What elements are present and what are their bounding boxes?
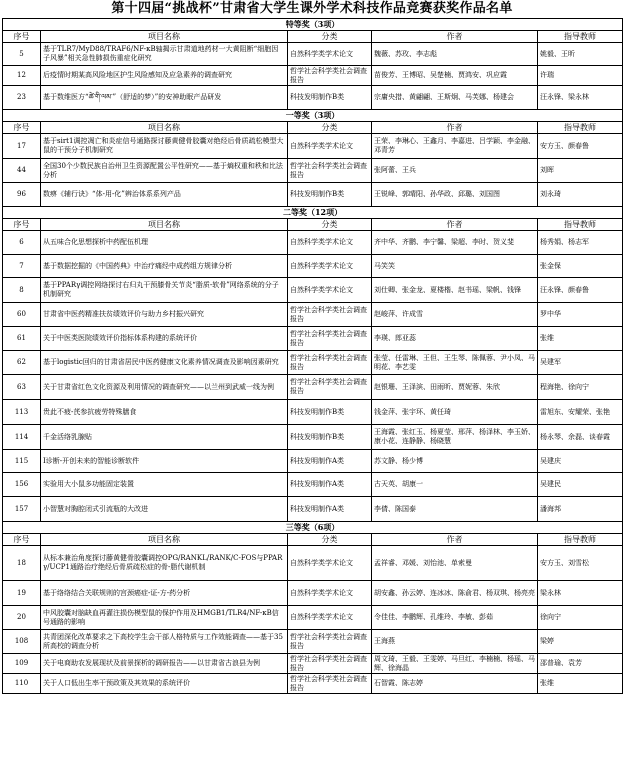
column-header-category: 分类 [288, 122, 372, 134]
table-row [3, 66, 623, 86]
cell-project: 全国30个少数民族自治州卫生资源配置公平性研究——基于熵权重和秩和比法分析 [41, 159, 288, 183]
cell-authors: 赵银珊、王泽滨、田雨昕、贾妮蓉、朱欣 [372, 375, 538, 400]
cell-project: 基于TLR7/MyD88/TRAF6/NF-κB轴揭示甘肃道地药材一大黄阻断“细胞因子风暴”相关急性肺损伤重症化研究 [41, 43, 288, 66]
table-row [3, 231, 623, 255]
cell-authors: 宗庸央措、黄翩翩、王斯炯、马芙娜、杨建会 [372, 86, 538, 110]
cell-category: 哲学社会科学类社会调查报告 [288, 303, 372, 327]
cell-advisor: 雷旭东、安耀荣、张艳 [538, 400, 623, 425]
cell-advisor: 吴建庆 [538, 450, 623, 473]
cell-advisor: 刘永琦 [538, 183, 623, 207]
cell-category: 自然科学类学术论文 [288, 134, 372, 159]
cell-project: 关于甘肃省红色文化资源及利用情况的调查研究——以兰州到武威一线为例 [41, 375, 288, 400]
cell-project: 甘肃省中医药精准扶贫绩效评价与助力乡村振兴研究 [41, 303, 288, 327]
cell-category: 哲学社会科学类社会调查报告 [288, 654, 372, 674]
award-table-body [3, 19, 623, 694]
cell-authors: 马笑笑 [372, 255, 538, 278]
cell-authors: 令佳佳、李鹏辉、孔维玲、李敏、彭茹 [372, 606, 538, 630]
cell-num: 6 [3, 231, 41, 255]
cell-num: 12 [3, 66, 41, 86]
cell-advisor: 杨秀娟、杨志军 [538, 231, 623, 255]
cell-advisor: 潘海邦 [538, 497, 623, 522]
cell-authors: 李倩、陈国泰 [372, 497, 538, 522]
cell-authors: 古天英、胡康一 [372, 473, 538, 497]
section-heading: 三等奖（6项） [3, 522, 623, 534]
cell-category: 自然科学类学术论文 [288, 606, 372, 630]
cell-num: 60 [3, 303, 41, 327]
cell-category: 哲学社会科学类社会调查报告 [288, 66, 372, 86]
cell-num: 19 [3, 581, 41, 606]
section-heading-row [3, 522, 623, 534]
cell-advisor: 吴建民 [538, 473, 623, 497]
cell-advisor: 张维 [538, 674, 623, 694]
cell-authors: 苏文静、杨少博 [372, 450, 538, 473]
column-header-category: 分类 [288, 534, 372, 546]
cell-project: 关于人口低出生率干预政策及其效果的系统评价 [41, 674, 288, 694]
cell-project: 基于数据挖掘的《中国药典》中治疗痛经中成药组方规律分析 [41, 255, 288, 278]
cell-project: 中风胶囊对脑缺血再灌注损伤模型鼠的保护作用及HMGB1/TLR4/NF-κB信号通路的影响 [41, 606, 288, 630]
column-header-row [3, 31, 623, 43]
table-row [3, 425, 623, 450]
cell-category: 科技发明制作B类 [288, 400, 372, 425]
cell-category: 自然科学类学术论文 [288, 231, 372, 255]
award-table [2, 18, 623, 694]
cell-category: 自然科学类学术论文 [288, 255, 372, 278]
section-heading-row [3, 110, 623, 122]
column-header-project: 项目名称 [41, 122, 288, 134]
cell-category: 科技发明制作B类 [288, 183, 372, 207]
column-header-row [3, 219, 623, 231]
table-row [3, 159, 623, 183]
cell-authors: 周文琦、王毅、王雯婷、马旦红、李楠楠、杨瑶、马辉、徐海晶 [372, 654, 538, 674]
cell-project: 千金活络乳腺贴 [41, 425, 288, 450]
cell-category: 科技发明制作B类 [288, 425, 372, 450]
cell-num: 20 [3, 606, 41, 630]
cell-num: 5 [3, 43, 41, 66]
cell-project: 关于电商助农发展现状及前景探析的调研报告——以甘肃省古浪县为例 [41, 654, 288, 674]
cell-num: 156 [3, 473, 41, 497]
cell-advisor: 张金保 [538, 255, 623, 278]
column-header-authors: 作者 [372, 219, 538, 231]
cell-num: 8 [3, 278, 41, 303]
table-row [3, 183, 623, 207]
table-row [3, 497, 623, 522]
table-row [3, 606, 623, 630]
column-header-advisor: 指导教师 [538, 31, 623, 43]
cell-advisor: 姚毅、王昕 [538, 43, 623, 66]
column-header-project: 项目名称 [41, 31, 288, 43]
column-header-authors: 作者 [372, 31, 538, 43]
cell-num: 157 [3, 497, 41, 522]
cell-category: 科技发明制作A类 [288, 450, 372, 473]
table-row [3, 43, 623, 66]
table-row [3, 581, 623, 606]
cell-project: 基于PPARγ调控网络探讨右归丸干预膝骨关节炎“脂质-软骨”网络系统的分子机制研究 [41, 278, 288, 303]
cell-num: 113 [3, 400, 41, 425]
column-header-row [3, 534, 623, 546]
cell-advisor: 吴建军 [538, 351, 623, 375]
column-header-category: 分类 [288, 31, 372, 43]
cell-authors: 李瑛、郎亚蕊 [372, 327, 538, 351]
cell-authors: 胡安鑫、孙云婷、连冰冰、陈俞君、杨双琪、杨亮亮 [372, 581, 538, 606]
cell-num: 115 [3, 450, 41, 473]
section-heading-row [3, 207, 623, 219]
cell-authors: 王海燕 [372, 630, 538, 654]
section-heading: 二等奖（12项） [3, 207, 623, 219]
cell-project: 基于络络结合关联规则的宫颈癌症-证-方-药分析 [41, 581, 288, 606]
cell-num: 114 [3, 425, 41, 450]
cell-advisor: 邵普瑜、袁芳 [538, 654, 623, 674]
cell-category: 哲学社会科学类社会调查报告 [288, 630, 372, 654]
cell-num: 7 [3, 255, 41, 278]
cell-advisor: 杨永琴、余磊、谈春霞 [538, 425, 623, 450]
cell-project: 基于sirt1调控凋亡和炎症信号通路探讨藤黄健骨胶囊对绝经后骨质疏松模型大鼠的干预分子机制研究 [41, 134, 288, 159]
cell-authors: 赵峻萍、许成雪 [372, 303, 538, 327]
cell-project: 共青团深化改革要求之下高校学生会干部人格特质与工作效能调查——基于35所高校的调查分析 [41, 630, 288, 654]
cell-category: 哲学社会科学类社会调查报告 [288, 375, 372, 400]
cell-project: 小智慧对胸腔闭式引流瓶的大改进 [41, 497, 288, 522]
cell-num: 17 [3, 134, 41, 159]
table-row [3, 546, 623, 581]
column-header-row [3, 122, 623, 134]
cell-category: 哲学社会科学类社会调查报告 [288, 351, 372, 375]
cell-authors: 刘仕卿、张金龙、夏楼楷、赵书瑶、梁帆、钱锋 [372, 278, 538, 303]
column-header-project: 项目名称 [41, 219, 288, 231]
cell-project: 基于数维医方“ཚེ་གི་ལམ་”（舒适的梦）”的安神助眠产品研发 [41, 86, 288, 110]
table-row [3, 473, 623, 497]
cell-authors: 王锐峰、郭晴阳、孙华政、邱璐、刘国图 [372, 183, 538, 207]
cell-advisor: 罗中华 [538, 303, 623, 327]
cell-project: 后疫情时期某高风险地区护生风险感知及应急素养的调查研究 [41, 66, 288, 86]
cell-category: 哲学社会科学类社会调查报告 [288, 159, 372, 183]
column-header-category: 分类 [288, 219, 372, 231]
cell-num: 18 [3, 546, 41, 581]
column-header-num: 序号 [3, 122, 41, 134]
cell-authors: 苗俊芳、王博昭、吴楚楠、贾鸿安、巩应霞 [372, 66, 538, 86]
cell-advisor: 张维 [538, 327, 623, 351]
cell-num: 61 [3, 327, 41, 351]
cell-authors: 石智霞、陈志婷 [372, 674, 538, 694]
cell-authors: 魏薇、苏玫、李志彪 [372, 43, 538, 66]
cell-advisor: 汪永锋、颜春鲁 [538, 278, 623, 303]
cell-advisor: 汪永锋、梁永林 [538, 86, 623, 110]
cell-num: 44 [3, 159, 41, 183]
section-heading-row [3, 19, 623, 31]
cell-project: 数痹《辅行诀》“体-用-化”辨治体系系列产品 [41, 183, 288, 207]
page-title: 第十四届“挑战杯”甘肃省大学生课外学术科技作品竞赛获奖作品名单 [111, 1, 513, 16]
column-header-num: 序号 [3, 534, 41, 546]
cell-authors: 王荣、李琳心、王鑫月、李嘉进、吕学颖、李金融、邓青芳 [372, 134, 538, 159]
cell-authors: 齐中华、齐鹏、李宁馨、梁超、李时、贺义斐 [372, 231, 538, 255]
cell-advisor: 许瑞 [538, 66, 623, 86]
section-heading: 一等奖（3项） [3, 110, 623, 122]
table-row [3, 630, 623, 654]
section-heading: 特等奖（3项） [3, 19, 623, 31]
table-row [3, 654, 623, 674]
column-header-advisor: 指导教师 [538, 122, 623, 134]
table-row [3, 400, 623, 425]
table-row [3, 450, 623, 473]
table-row [3, 327, 623, 351]
cell-category: 自然科学类学术论文 [288, 43, 372, 66]
cell-authors: 孟祥睿、邓媛、刘怡池、单索曼 [372, 546, 538, 581]
cell-num: 62 [3, 351, 41, 375]
cell-category: 科技发明制作B类 [288, 86, 372, 110]
cell-project: 贵此不疲-芪参抗疲劳特殊膳食 [41, 400, 288, 425]
cell-project: 基于logistic回归的甘肃省居民中医药健康文化素养情况调查及影响因素研究 [41, 351, 288, 375]
cell-advisor: 梁永林 [538, 581, 623, 606]
cell-category: 科技发明制作A类 [288, 497, 372, 522]
column-header-advisor: 指导教师 [538, 219, 623, 231]
cell-advisor: 安方玉、颜春鲁 [538, 134, 623, 159]
cell-category: 哲学社会科学类社会调查报告 [288, 327, 372, 351]
cell-num: 108 [3, 630, 41, 654]
cell-num: 96 [3, 183, 41, 207]
cell-authors: 张莹、任雷琳、王但、王生琴、陈佩蓉、尹小凤、马明花、李艺雯 [372, 351, 538, 375]
cell-category: 自然科学类学术论文 [288, 278, 372, 303]
cell-advisor: 徐向宁 [538, 606, 623, 630]
cell-num: 23 [3, 86, 41, 110]
table-row [3, 278, 623, 303]
cell-num: 110 [3, 674, 41, 694]
column-header-num: 序号 [3, 31, 41, 43]
cell-category: 科技发明制作A类 [288, 473, 372, 497]
cell-num: 109 [3, 654, 41, 674]
cell-authors: 王海霞、张红玉、杨夏莹、邢萍、杨泽林、李玉娇、康小花、连静静、杨晓慧 [372, 425, 538, 450]
table-row [3, 255, 623, 278]
column-header-num: 序号 [3, 219, 41, 231]
cell-advisor: 梁婷 [538, 630, 623, 654]
cell-advisor: 刘晖 [538, 159, 623, 183]
cell-project: I诊断-开创未来的智能诊断软件 [41, 450, 288, 473]
cell-project: 从五味合化思想探析中药配伍机理 [41, 231, 288, 255]
table-row [3, 351, 623, 375]
cell-project: 关于中医类医院绩效评价指标体系构建的系统评价 [41, 327, 288, 351]
column-header-advisor: 指导教师 [538, 534, 623, 546]
table-row [3, 303, 623, 327]
table-row [3, 134, 623, 159]
table-row [3, 375, 623, 400]
cell-num: 63 [3, 375, 41, 400]
column-header-authors: 作者 [372, 534, 538, 546]
table-row [3, 86, 623, 110]
column-header-project: 项目名称 [41, 534, 288, 546]
cell-category: 哲学社会科学类社会调查报告 [288, 674, 372, 694]
table-row [3, 674, 623, 694]
column-header-authors: 作者 [372, 122, 538, 134]
cell-category: 自然科学类学术论文 [288, 581, 372, 606]
cell-project: 从标本兼治角度探讨藤黄健骨胶囊调控OPG/RANKL/RANK/C-FOS与PPARγ/UCP1通路治疗绝经后骨质疏松症的骨-脂代谢机制 [41, 546, 288, 581]
cell-authors: 张阿蕾、王兵 [372, 159, 538, 183]
cell-category: 自然科学类学术论文 [288, 546, 372, 581]
cell-authors: 钱金萍、张宇环、黄任琦 [372, 400, 538, 425]
cell-advisor: 程海艳、徐向宁 [538, 375, 623, 400]
cell-advisor: 安方玉、刘雪松 [538, 546, 623, 581]
cell-project: 实验用大小鼠多功能固定装置 [41, 473, 288, 497]
